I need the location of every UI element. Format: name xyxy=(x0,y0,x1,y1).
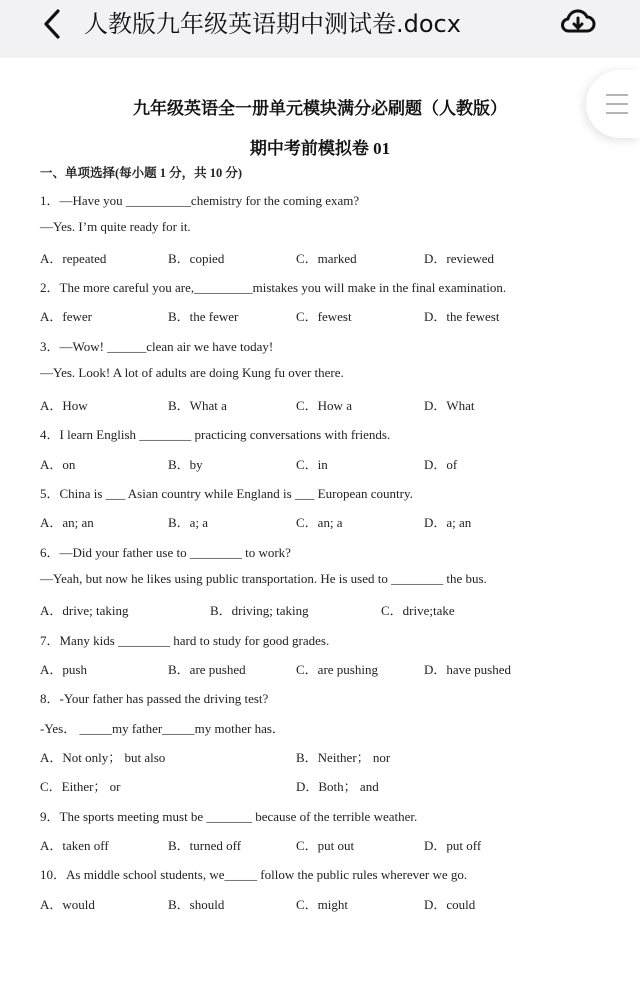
cloud-download-icon xyxy=(558,4,598,40)
question-line: 2．The more careful you are,_________mistakes you will make in the final examination. xyxy=(40,280,507,295)
option-d: D．Both； and xyxy=(296,779,379,794)
question-line: 4．I learn English ________ practicing conversations with friends. xyxy=(40,427,391,442)
option-d: D．could xyxy=(424,897,476,912)
question-line: 6．—Did your father use to ________ to work? xyxy=(40,545,291,560)
option-b: B．by xyxy=(168,457,203,472)
option-b: B．a; a xyxy=(168,515,209,530)
option-a: A．How xyxy=(40,398,88,413)
option-a: A．fewer xyxy=(40,309,92,324)
option-a: A．on xyxy=(40,457,76,472)
question-line: —Yes. I’m quite ready for it. xyxy=(40,219,191,234)
question-line: 8．-Your father has passed the driving test? xyxy=(40,691,269,706)
option-b: B．turned off xyxy=(168,838,242,853)
option-d: D．of xyxy=(424,457,458,472)
question-line: 1．—Have you __________chemistry for the coming exam? xyxy=(40,193,360,208)
option-b: B．should xyxy=(168,897,225,912)
question-line: 9．The sports meeting must be _______ because of the terrible weather. xyxy=(40,809,418,824)
doc-subtitle: 期中考前模拟卷 01 xyxy=(249,139,391,158)
chevron-left-icon xyxy=(34,6,74,42)
option-b: B．the fewer xyxy=(168,309,239,324)
option-a: A．push xyxy=(40,662,87,677)
option-a: A．taken off xyxy=(40,838,109,853)
question-line: —Yeah, but now he likes using public transportation. He is used to ________ the bus. xyxy=(40,571,487,586)
option-a: A．an; an xyxy=(40,515,94,530)
option-b: B．copied xyxy=(168,251,225,266)
option-a: A．drive; taking xyxy=(40,603,129,618)
option-c: C．are pushing xyxy=(296,662,378,677)
question-line: 7．Many kids ________ hard to study for good grades. xyxy=(40,633,330,648)
option-a: A．would xyxy=(40,897,95,912)
option-b: B．driving; taking xyxy=(210,603,309,618)
option-d: D．the fewest xyxy=(424,309,500,324)
question-line: —Yes. Look! A lot of adults are doing Kung fu over there. xyxy=(40,365,344,380)
section-heading: 一、单项选择(每小题 1 分，共 10 分) xyxy=(40,166,243,180)
option-b: B．What a xyxy=(168,398,227,413)
option-c: C．marked xyxy=(296,251,357,266)
question-line: 10．As middle school students, we_____ follow the public rules wherever we go. xyxy=(40,867,468,882)
option-a: A．repeated xyxy=(40,251,107,266)
option-d: D．What xyxy=(424,398,475,413)
option-c: C．in xyxy=(296,457,328,472)
option-c: C．fewest xyxy=(296,309,352,324)
option-d: D．have pushed xyxy=(424,662,512,677)
doc-title: 九年级英语全一册单元模块满分必刷题（人教版） xyxy=(133,99,507,119)
option-c: C．drive;take xyxy=(381,603,455,618)
question-line: 3．—Wow! ______clean air we have today! xyxy=(40,339,274,354)
option-c: C．put out xyxy=(296,838,355,853)
top-bar xyxy=(0,0,640,56)
option-c: C．an; a xyxy=(296,515,343,530)
document-title: 人教版九年级英语期中测试卷.docx xyxy=(84,10,461,38)
option-d: D．a; an xyxy=(424,515,472,530)
question-line: -Yes． _____my father_____my mother has． xyxy=(40,721,285,736)
option-c: C．might xyxy=(296,897,349,912)
option-b: B．Neither； nor xyxy=(296,750,391,765)
option-c: C．Either； or xyxy=(40,779,121,794)
option-c: C．How a xyxy=(296,398,352,413)
back-button[interactable] xyxy=(34,6,74,42)
cloud-download-button[interactable] xyxy=(558,4,598,40)
option-d: D．reviewed xyxy=(424,251,495,266)
question-line: 5．China is ___ Asian country while England is ___ European country. xyxy=(40,486,413,501)
option-d: D．put off xyxy=(424,838,482,853)
option-a: A．Not only； but also xyxy=(40,750,166,765)
option-b: B．are pushed xyxy=(168,662,246,677)
